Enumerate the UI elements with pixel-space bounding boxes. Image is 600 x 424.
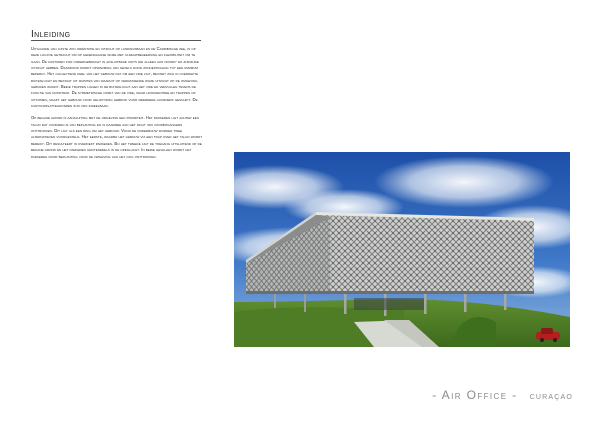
title-divider	[31, 40, 201, 41]
body-text	[31, 46, 203, 166]
paragraph-intro: Uitgaande van juiste zon oriëntatie en uitzicht op landingsbaan en de Carribische zee, is op deze locatie getracht om op hedendaagse wijze met klimaatbeheersing en flexibiliteit om te gaan. De kantoren zijn ondergebracht in afsluitbare units die alleen aan noord- en zuidzijde uitzicht hebben. Daardoor wordt opwarming van gevels door zonnestraling tot een minimum beperkt. Het collectieve deel van het gebouw dat om een vide ligt, bevindt zich in overdekte buitenlucht en bestaat uit ruimtes van waaruit op verrassende wijze uitzicht op de omgeving geboden wordt. Beide trappen liggen in de buitenlucht aan het vide en vervullen tevens de functie van noodtrap. De symmetrische opzet van de vide, waar hoofdentree en trappen op uitkomen, maakt het gebouw voor gelijktijdig gebruik voor meerdere huurders geschikt. De kantoorplattegronden zijn vrij indeelbaar.	[31, 46, 199, 109]
section-title: Inleiding	[31, 29, 71, 40]
project-name: - Air Office -	[432, 388, 518, 402]
project-location: curaçao	[529, 391, 573, 402]
building-rendering	[234, 152, 570, 347]
paragraph-ground-floor: Op begane grond is aansluiting met de omgeving een prioriteit. Het parkeren ligt achter een talud dat voorzien is van beplanting en is daarmee aan het zicht van voorbijgangers onttrokken. Dit ligt als een ring om het gebouw. Voor de onderbouw worden twee alternatieven voorgesteld. Het eerste, waarbij het gebouw via een trap over het talud wordt bereikt. Dit resulteert in overdekt parkeren. Bij het tweede ligt de toegang uitsluitend op de begane grond en het parkeren grotendeels in de openlucht. In beide gevallen wordt het parkeren door beplanting voor de omgeving aan het oog onttrokken.	[31, 115, 203, 159]
footer-title	[432, 388, 573, 402]
